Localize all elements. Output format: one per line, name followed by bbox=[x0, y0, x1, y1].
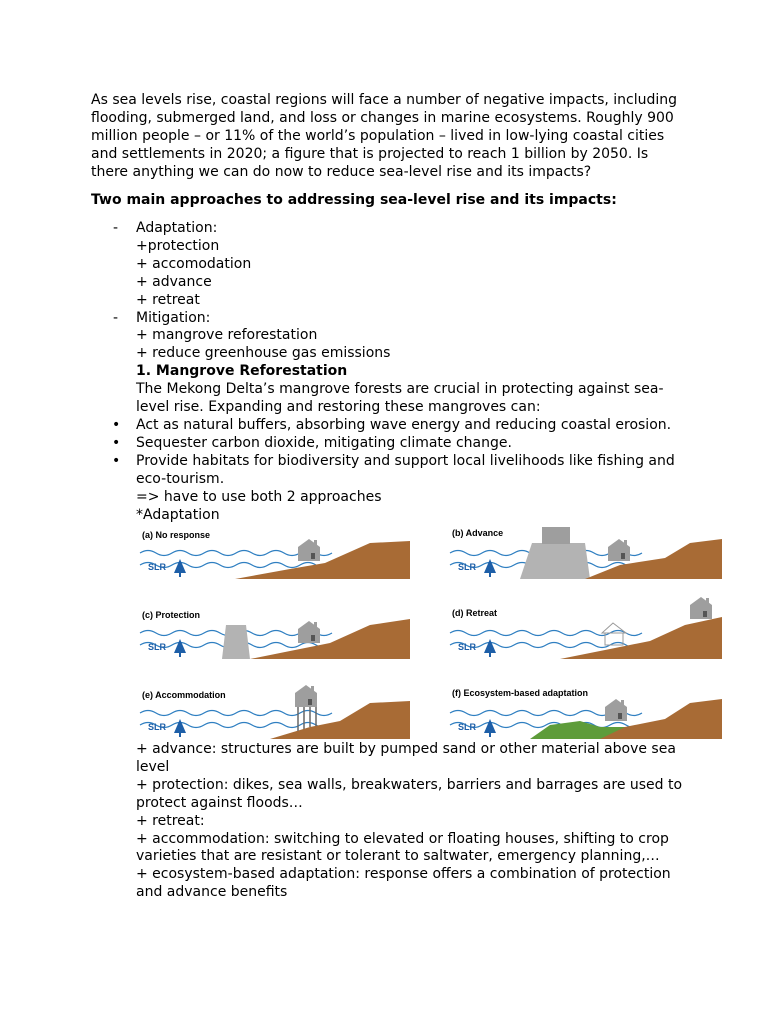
mitigation-title: Mitigation: bbox=[136, 309, 211, 326]
bullet-text: Act as natural buffers, absorbing wave energy and reducing coastal erosion. bbox=[136, 416, 672, 433]
panel-title: (b) Advance bbox=[452, 528, 504, 538]
approaches-list bbox=[91, 220, 691, 524]
house-icon bbox=[295, 685, 317, 707]
adaptation-subitem: +protection bbox=[136, 237, 220, 254]
panel-ecosystem-based bbox=[450, 688, 722, 739]
adaptation-explanations bbox=[136, 741, 696, 902]
panel-accommodation bbox=[140, 685, 410, 739]
bullet-marker: • bbox=[112, 452, 121, 469]
abandoned-house-icon bbox=[602, 623, 626, 645]
panel-protection bbox=[140, 610, 410, 659]
reclaimed-land bbox=[520, 543, 590, 579]
explanation-line: + ecosystem-based adaptation: response offers a combination of protection and advance benefits bbox=[136, 866, 671, 901]
coastal-land bbox=[250, 619, 410, 659]
mitigation-subitem: + reduce greenhouse gas emissions bbox=[136, 345, 391, 362]
bullet-marker: • bbox=[112, 416, 121, 433]
adaptation-label: *Adaptation bbox=[136, 506, 220, 523]
bullet-item bbox=[91, 453, 691, 525]
explanation-line: + retreat: bbox=[136, 812, 205, 829]
sea-wall bbox=[222, 625, 250, 659]
mitigation-subitem: + mangrove reforestation bbox=[136, 327, 318, 344]
approaches-heading: Two main approaches to addressing sea-level rise and its impacts: bbox=[91, 192, 617, 208]
adaptation-title: Adaptation: bbox=[136, 220, 218, 236]
building-icon bbox=[542, 527, 570, 544]
panel-no-response bbox=[140, 530, 410, 579]
panel-title: (e) Accommodation bbox=[142, 690, 226, 700]
panel-title: (a) No response bbox=[142, 530, 211, 540]
section-title: 1. Mangrove Reforestation bbox=[136, 363, 348, 380]
dash-marker: - bbox=[113, 220, 119, 236]
adaptation-item bbox=[91, 220, 691, 310]
coastal-land bbox=[235, 541, 410, 579]
panel-retreat bbox=[450, 597, 722, 659]
bullet-item bbox=[91, 435, 691, 453]
conclusion-text: => have to use both 2 approaches bbox=[136, 488, 382, 505]
bullet-item bbox=[91, 417, 691, 435]
bullet-text: Sequester carbon dioxide, mitigating climate change. bbox=[136, 434, 512, 451]
panel-title: (c) Protection bbox=[142, 610, 201, 620]
panel-advance bbox=[450, 527, 722, 579]
panel-title: (f) Ecosystem-based adaptation bbox=[452, 688, 589, 698]
slr-label: SLR bbox=[458, 562, 476, 572]
explanation-line: + advance: structures are built by pumped sand or other material above sea level bbox=[136, 741, 676, 775]
bullet-text: Provide habitats for biodiversity and support local livelihoods like fishing and eco-tourism. bbox=[136, 452, 675, 487]
coastal-land bbox=[585, 539, 722, 579]
coastal-land bbox=[270, 701, 410, 739]
slr-label: SLR bbox=[148, 722, 166, 732]
explanation-line: + accommodation: switching to elevated or floating houses, shifting to crop varieties that are resistant or tolerant to saltwater, emergency planning,… bbox=[136, 830, 669, 865]
adaptation-subitem: + advance bbox=[136, 273, 212, 290]
house-icon bbox=[605, 699, 627, 721]
panel-title: (d) Retreat bbox=[452, 608, 498, 618]
slr-label: SLR bbox=[458, 722, 476, 732]
adaptation-subitem: + accomodation bbox=[136, 255, 252, 272]
house-icon bbox=[298, 621, 320, 643]
coastal-land bbox=[560, 617, 722, 659]
house-icon bbox=[298, 539, 320, 561]
house-icon bbox=[690, 597, 712, 619]
dash-marker: - bbox=[113, 309, 119, 326]
section-text: The Mekong Delta’s mangrove forests are crucial in protecting against sea-level rise. Expanding and restoring these mangroves can: bbox=[136, 381, 664, 416]
adaptation-figure bbox=[135, 523, 725, 743]
slr-label: SLR bbox=[148, 642, 166, 652]
house-icon bbox=[608, 539, 630, 561]
adaptation-subitem: + retreat bbox=[136, 291, 200, 308]
mitigation-item bbox=[91, 310, 691, 417]
intro-paragraph: As sea levels rise, coastal regions will face a number of negative impacts, including flooding, submerged land, and loss or changes in marine ecosystems. Roughly 900 million people – or 11% of the world’s population – lived in low-lying coastal cities and settlements in 2020; a figure that is projected to reach 1 billion by 2050. Is there anything we can do now to reduce sea-level rise and its impacts? bbox=[91, 92, 678, 180]
slr-label: SLR bbox=[458, 642, 476, 652]
slr-label: SLR bbox=[148, 562, 166, 572]
explanation-line: + protection: dikes, sea walls, breakwaters, barriers and barrages are used to protect against floods… bbox=[136, 776, 683, 811]
bullet-marker: • bbox=[112, 434, 121, 451]
